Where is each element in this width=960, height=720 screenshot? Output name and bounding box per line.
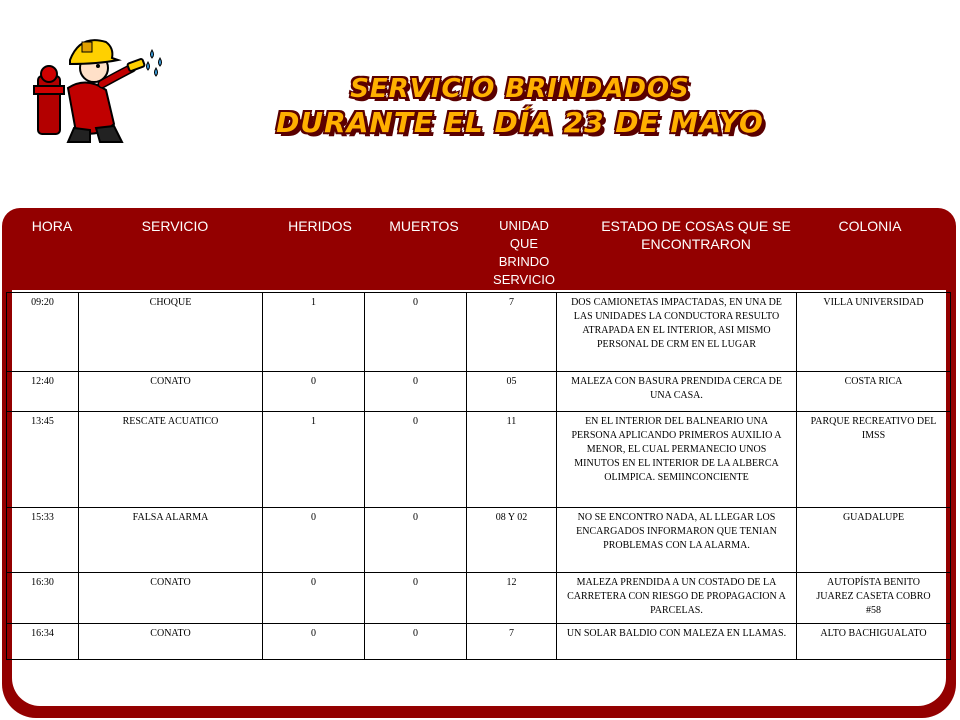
cell-estado: UN SOLAR BALDIO CON MALEZA EN LLAMAS.: [557, 624, 797, 660]
header-estado-line1: ESTADO DE COSAS QUE SE: [601, 218, 791, 234]
header-unidad-line2: QUE: [509, 236, 539, 251]
cell-unidad: 7: [467, 293, 557, 372]
cell-heridos: 0: [263, 372, 365, 412]
header-colonia: COLONIA: [838, 218, 902, 234]
header-heridos: HERIDOS: [288, 218, 352, 234]
cell-colonia: GUADALUPE: [797, 508, 951, 573]
cell-estado: NO SE ENCONTRO NADA, AL LLEGAR LOS ENCARGADOS INFORMARON QUE TENIAN PROBLEMAS CON LA ALARMA.: [557, 508, 797, 573]
cell-colonia: VILLA UNIVERSIDAD: [797, 293, 951, 372]
page-title-line2: DURANTE EL DÍA 23 DE MAYO: [276, 106, 764, 139]
cell-heridos: 0: [263, 573, 365, 624]
cell-muertos: 0: [365, 624, 467, 660]
services-table-wrap: [6, 292, 950, 660]
header-servicio: SERVICIO: [141, 218, 209, 234]
table-row: [7, 293, 951, 372]
page-title-line1: SERVICIO BRINDADOS: [350, 74, 690, 104]
table-row: [7, 508, 951, 573]
services-table: [6, 292, 951, 660]
cell-muertos: 0: [365, 573, 467, 624]
cell-unidad: 08 Y 02: [467, 508, 557, 573]
cell-colonia: ALTO BACHIGUALATO: [797, 624, 951, 660]
cell-unidad: 12: [467, 573, 557, 624]
header-estado: [580, 217, 812, 253]
header-unidad-line1: UNIDAD: [499, 218, 549, 233]
table-row: [7, 624, 951, 660]
cell-muertos: 0: [365, 293, 467, 372]
cell-estado: MALEZA PRENDIDA A UN COSTADO DE LA CARRETERA CON RIESGO DE PROPAGACION A PARCELAS.: [557, 573, 797, 624]
cell-unidad: 11: [467, 412, 557, 508]
cell-colonia: PARQUE RECREATIVO DEL IMSS: [797, 412, 951, 508]
cell-hora: 16:34: [7, 624, 79, 660]
header-unidad-line3: BRINDO: [498, 254, 550, 269]
cell-servicio: FALSA ALARMA: [79, 508, 263, 573]
cell-hora: 13:45: [7, 412, 79, 508]
cell-estado: DOS CAMIONETAS IMPACTADAS, EN UNA DE LAS UNIDADES LA CONDUCTORA RESULTO ATRAPADA EN EL INTERIOR, ASI MISMO PERSONAL DE CRM EN EL LUGAR: [557, 293, 797, 372]
cell-servicio: CONATO: [79, 624, 263, 660]
cell-servicio: RESCATE ACUATICO: [79, 412, 263, 508]
table-row: [7, 412, 951, 508]
cell-heridos: 0: [263, 508, 365, 573]
cell-heridos: 0: [263, 624, 365, 660]
cell-servicio: CHOQUE: [79, 293, 263, 372]
table-row: [7, 573, 951, 624]
cell-estado: MALEZA CON BASURA PRENDIDA CERCA DE UNA CASA.: [557, 372, 797, 412]
cell-servicio: CONATO: [79, 573, 263, 624]
cell-hora: 15:33: [7, 508, 79, 573]
cell-muertos: 0: [365, 412, 467, 508]
cell-servicio: CONATO: [79, 372, 263, 412]
cell-unidad: 05: [467, 372, 557, 412]
cell-colonia: AUTOPÍSTA BENITO JUAREZ CASETA COBRO #58: [797, 573, 951, 624]
header-unidad-line4: SERVICIO: [493, 272, 555, 287]
cell-heridos: 1: [263, 412, 365, 508]
cell-estado: EN EL INTERIOR DEL BALNEARIO UNA PERSONA APLICANDO PRIMEROS AUXILIO A MENOR, EL CUAL PERMANECIO UNOS MINUTOS EN EL INTERIOR DE LA ALBERCA OLIMPICA. SEMIINCONCIENTE: [557, 412, 797, 508]
header-unidad: [482, 217, 566, 289]
header-estado-line2: ENCONTRARON: [641, 236, 751, 252]
cell-muertos: 0: [365, 508, 467, 573]
cell-hora: 16:30: [7, 573, 79, 624]
header-muertos: MUERTOS: [389, 218, 459, 234]
cell-colonia: COSTA RICA: [797, 372, 951, 412]
header-hora: HORA: [31, 218, 73, 234]
cell-hora: 09:20: [7, 293, 79, 372]
cell-unidad: 7: [467, 624, 557, 660]
cell-heridos: 1: [263, 293, 365, 372]
table-header: [2, 208, 956, 290]
cell-muertos: 0: [365, 372, 467, 412]
cell-hora: 12:40: [7, 372, 79, 412]
table-row: [7, 372, 951, 412]
